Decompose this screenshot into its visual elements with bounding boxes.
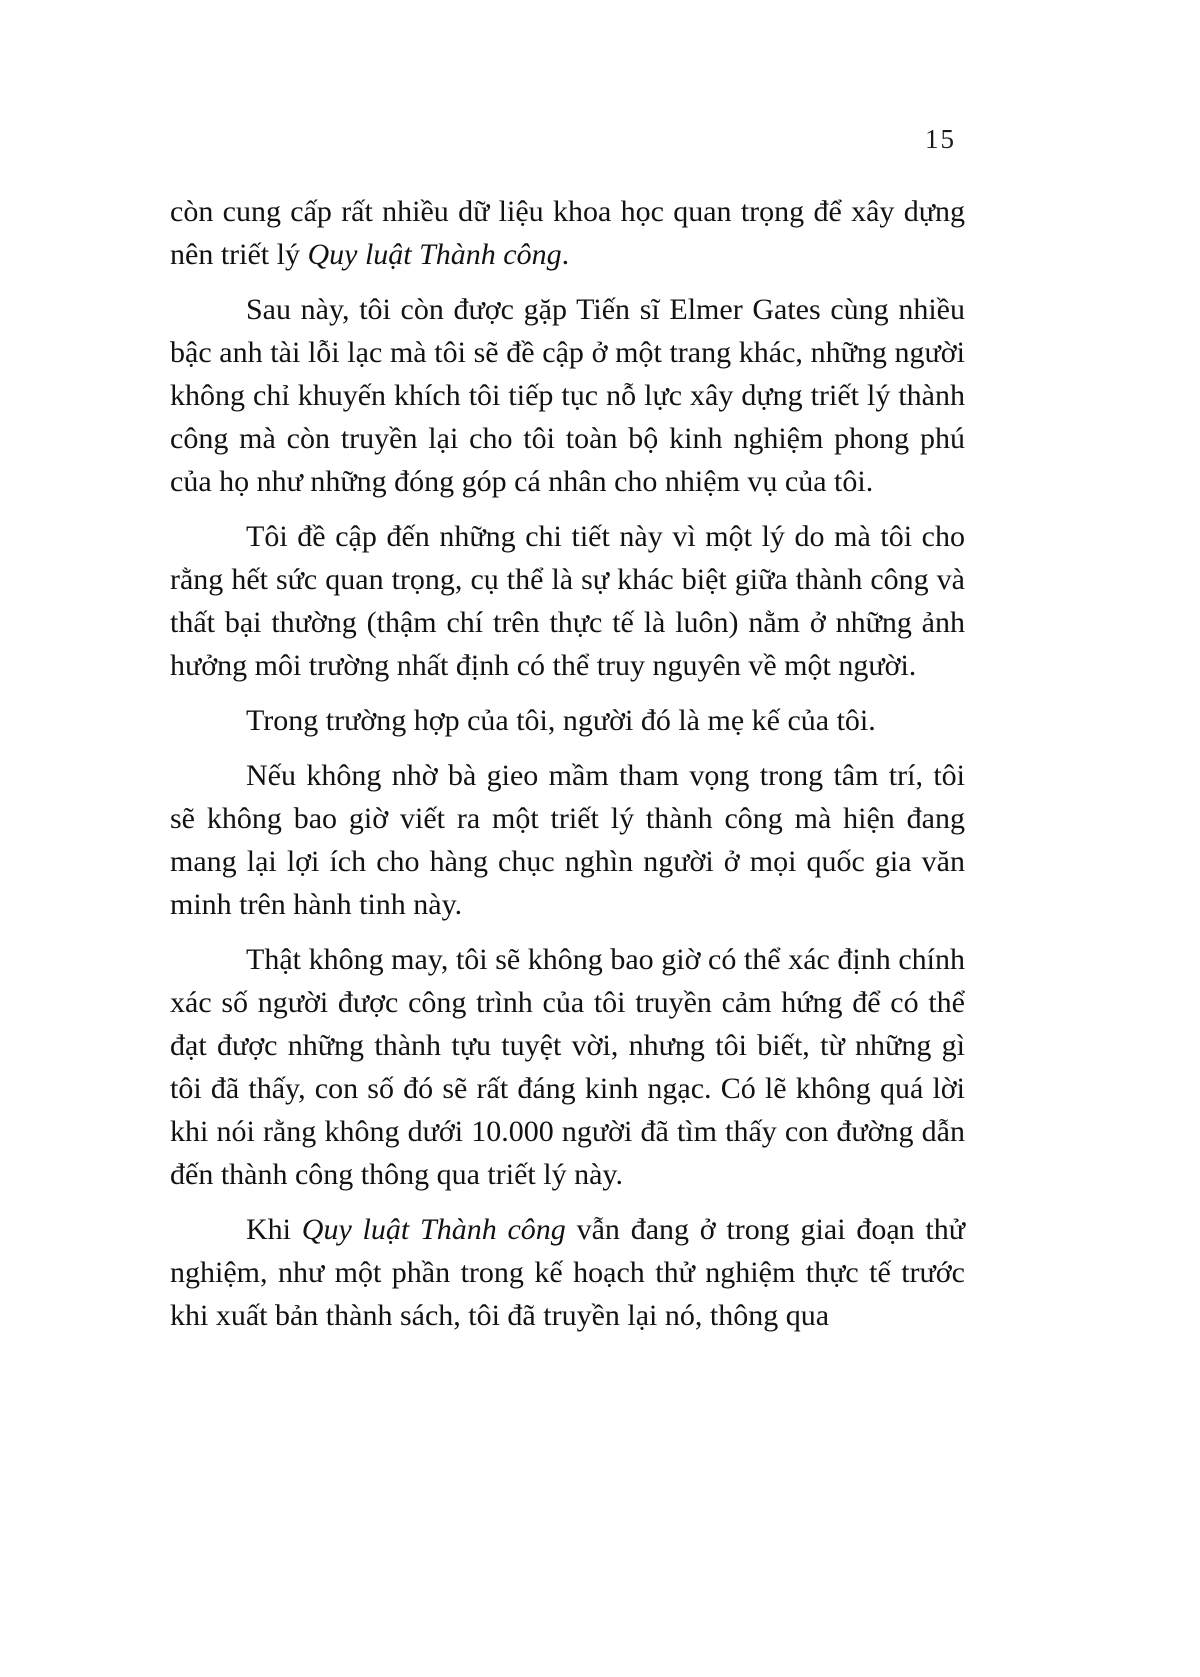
paragraph-text: . <box>561 238 570 271</box>
book-title-italic: Quy luật Thành công <box>307 238 562 271</box>
page-number: 15 <box>925 124 956 154</box>
paragraph-text: Nếu không nhờ bà gieo mầm tham vọng trong tâm trí, tôi sẽ không bao giờ viết ra một triết lý thành công mà hiện đang mang lại lợi ích cho hàng chục nghìn người ở mọi quốc gia văn minh trên hành tinh này. <box>170 759 965 921</box>
paragraph <box>170 754 965 926</box>
paragraph-text: Tôi đề cập đến những chi tiết này vì một lý do mà tôi cho rằng hết sức quan trọng, cụ thể là sự khác biệt giữa thành công và thất bại thường (thậm chí trên thực tế là luôn) nằm ở những ảnh hưởng môi trường nhất định có thể truy nguyên về một người. <box>170 520 965 682</box>
book-title-italic: Quy luật Thành công <box>301 1213 566 1246</box>
paragraph <box>170 515 965 687</box>
paragraph <box>170 699 965 742</box>
paragraph <box>170 938 965 1196</box>
paragraph <box>170 1208 965 1337</box>
paragraph-text: Trong trường hợp của tôi, người đó là mẹ kế của tôi. <box>246 704 876 737</box>
paragraph-text: Sau này, tôi còn được gặp Tiến sĩ Elmer Gates cùng nhiều bậc anh tài lỗi lạc mà tôi sẽ đề cập ở một trang khác, những người không chỉ khuyến khích tôi tiếp tục nỗ lực xây dựng triết lý thành công mà còn truyền lại cho tôi toàn bộ kinh nghiệm phong phú của họ như những đóng góp cá nhân cho nhiệm vụ của tôi. <box>170 293 965 498</box>
paragraph-text: còn cung cấp rất nhiều dữ liệu khoa học quan trọng để xây dựng nên triết lý <box>170 195 965 271</box>
page-content <box>170 190 965 1349</box>
paragraph-text: vẫn đang ở trong giai đoạn thử nghiệm, như một phần trong kế hoạch thử nghiệm thực tế trước khi xuất bản thành sách, tôi đã truyền lại nó, thông qua <box>170 1213 966 1332</box>
paragraph <box>170 288 965 503</box>
paragraph <box>170 190 965 276</box>
paragraph-text: Khi <box>246 1213 302 1246</box>
paragraph-text: Thật không may, tôi sẽ không bao giờ có thể xác định chính xác số người được công trình của tôi truyền cảm hứng để có thể đạt được những thành tựu tuyệt vời, nhưng tôi biết, từ những gì tôi đã thấy, con số đó sẽ rất đáng kinh ngạc. Có lẽ không quá lời khi nói rằng không dưới 10.000 người đã tìm thấy con đường dẫn đến thành công thông qua triết lý này. <box>170 943 965 1191</box>
